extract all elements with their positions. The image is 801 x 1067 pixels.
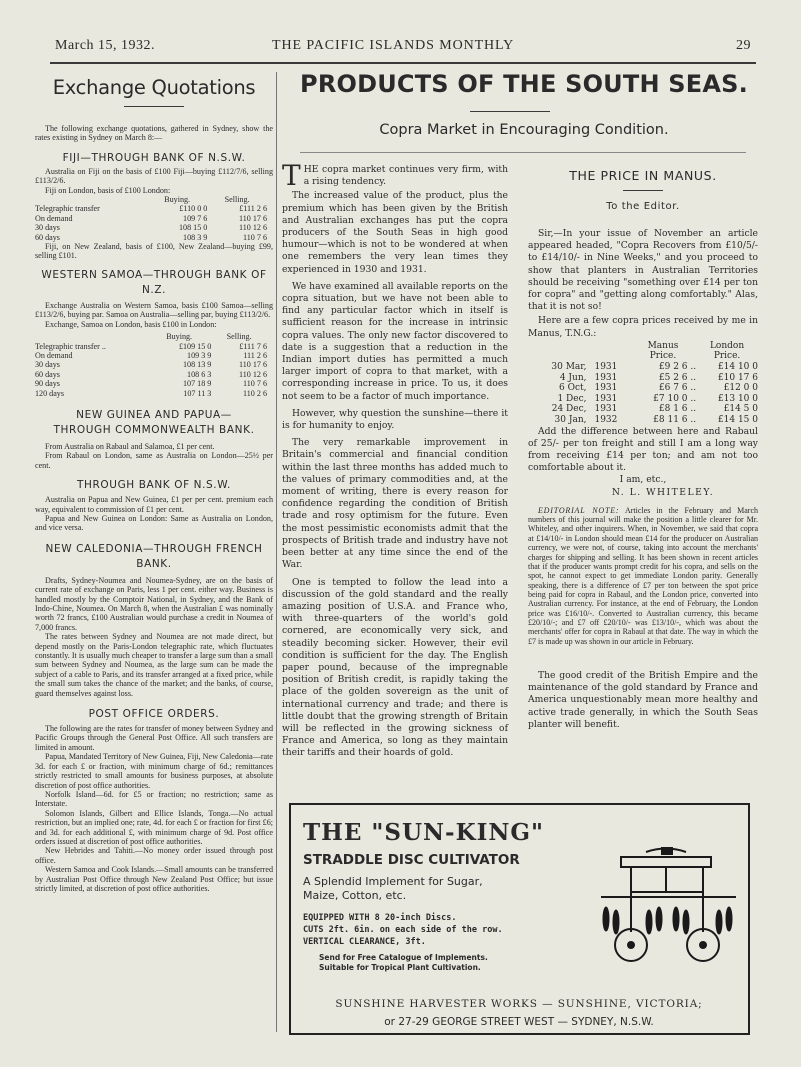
samoa-rates-table: Buying. Selling. Telegraphic transfer .. £109 15 0 £111 7 6 On demand 109 3 9 111 2 6 30 days 108 13 9 110 17 6 60 days 108 6 3 110 12 6 90 days 107 18 9 110 7 6 120 days 107 11 3 110 2 6: [35, 332, 267, 398]
editorial-note-label: EDITORIAL NOTE:: [538, 505, 620, 515]
exchange-intro: The following exchange quotations, gathered in Sydney, show the rates existing in Sydney on March 8:—: [35, 124, 273, 143]
ad-spec-2: CUTS 2ft. 6in. on each side of the row.: [303, 925, 503, 935]
newguinea-heading: NEW GUINEA AND PAPUA—THROUGH COMMONWEALTH BANK.: [53, 408, 255, 436]
letter-para-3: Add the difference between here and Rabaul of 25/- per ton freight and still I am a long way from receiving £14 per ton; and am not too comfortable about it.: [528, 425, 758, 474]
main-title-rule: [470, 111, 550, 112]
article-para-6: One is tempted to follow the lead into a discussion of the gold standard and the really amazing position of U.S.A. and France who, with three-quarters of the world's gold cornered, are economically very sick, and steadily becoming sicker. However, their evil condition is sufficient for the day. The English paper pound, because of the impregnable position of British credit, is rapidly taking the place of the golden sovereign as the unit of international currency and trade; and there is little doubt that the growing strength of Britain will be reflected in the growing sickness of France and America, so long as they maintain their tariffs and their hoards of gold.: [282, 576, 508, 759]
letter-signature: N. L. WHITELEY.: [611, 486, 715, 498]
samoa-heading: WESTERN SAMOA—THROUGH BANK OF N.Z.: [41, 268, 267, 296]
letter-para-2: Here are a few copra prices received by me in Manus, T.N.G.:: [528, 315, 758, 339]
col-head-selling: Selling.: [224, 195, 250, 205]
post-heading: POST OFFICE ORDERS.: [88, 708, 220, 721]
table-row: 90 days 107 18 9 110 7 6: [35, 379, 267, 389]
nsw-text-1: Australia on Papua and New Guinea, £1 per per cent. premium each way, equivalent to commission of £1 per cent.: [35, 495, 273, 514]
table-row: 30 Jan, 1932 £8 11 6 .. £14 15 0: [554, 414, 758, 425]
samoa-rates-text: Exchange Australia on Western Samoa, basis £100 Samoa—selling £113/2/6, buying par. Samoa on Australia—selling par, buying £113/2/6.: [35, 300, 273, 320]
ad-cta-2: Suitable for Tropical Plant Cultivation.: [319, 963, 481, 972]
ad-product: STRADDLE DISC CULTIVATOR: [303, 852, 520, 868]
letter-para-1: Sir,—In your issue of November an article appeared headed, "Copra Recovers from £10/5/- to £14/10/- in Nine Weeks," and you proceed to show that planters in Australian Territories should be receiving "something over £14 per ton for copra" and "getting along comfortably." Alas, that it is not so!: [528, 228, 758, 313]
ad-tagline-2: Maize, Cotton, etc.: [303, 889, 407, 902]
fiji-rates-text: Australia on Fiji on the basis of £100 Fiji—buying £112/7/6, selling £113/2/6.: [35, 166, 273, 186]
ad-brand: THE "SUN-KING": [303, 819, 545, 846]
header-rule: [50, 62, 756, 64]
newguinea-text-2: From Rabaul on London, same as Australia on London—25½ per cent.: [35, 451, 273, 470]
article-para-5: The very remarkable improvement in Britain's commercial and financial condition within the last three months has added much to the values of primary commodities and, at the moment of writing, there is every reason for confidence regarding the condition of British trade and rosy optimism for the future. Even the most pessimistic economists admit that the prospects of British trade and industry have not been better at any time since the end of the War.: [282, 437, 508, 571]
subtitle-rule: [300, 152, 746, 153]
ad-maker: SUNSHINE HARVESTER WORKS — SUNSHINE, VICTORIA;: [335, 998, 703, 1010]
post-text-6: Western Samoa and Cook Islands.—Small amounts can be transferred by Australian Post Office through New Zealand Post Office; but issue strictly limited, at discretion of post office authorities.: [35, 865, 273, 893]
fiji-rates-table: [35, 195, 267, 242]
table-row: 1 Dec, 1931 £7 10 0 .. £13 10 0: [557, 393, 758, 404]
page-number: 29: [736, 38, 751, 53]
ad-tagline-1: A Splendid Implement for Sugar,: [303, 875, 483, 888]
nsw-text-2: Papua and New Guinea on London: Same as Australia on London, and vice versa.: [35, 513, 273, 533]
table-row: 120 days 107 11 3 110 2 6: [35, 388, 267, 398]
journal-title: THE PACIFIC ISLANDS MONTHLY: [272, 38, 515, 53]
samoa-london-text: Exchange, Samoa on London, basis £100 in London:: [45, 319, 217, 329]
post-text-4: Solomon Islands, Gilbert and Ellice Islands, Tonga.—No actual restriction, but an implied one; rate, 4d. for each £ or fraction for first £6; and 3d. for each additional £, with minimum charge of 9d. Post office orders issued at discretion of post office authorities.: [35, 808, 273, 846]
main-title: PRODUCTS OF THE SOUTH SEAS.: [300, 70, 748, 98]
copra-article: [282, 159, 508, 760]
caledonia-text-2: The rates between Sydney and Noumea are not made direct, but depend mostly on the Paris-London telegraphic rate, which fluctuates constantly. It is usually much cheaper to transfer a large sum than a small sum between Sydney and Noumea, as the large sum can be made the subject of a cable to Paris, and its transfer arranged at a fixed price, while the small sum takes the chance of the market; and the banks, of course, guard themselves against loss.: [35, 632, 273, 698]
exchange-title: Exchange Quotations: [52, 76, 256, 99]
main-subtitle: Copra Market in Encouraging Condition.: [379, 122, 669, 138]
post-text-3: Norfolk Island—6d. for £5 or fraction; no restriction; same as Interstate.: [35, 789, 273, 809]
table-row: 4 Jun, 1931 £5 2 6 .. £10 17 6: [559, 372, 758, 383]
issue-date: March 15, 1932.: [55, 38, 156, 53]
table-row: 30 days 108 15 0 110 12 6: [35, 223, 267, 233]
fiji-london-text: Fiji on London, basis of £100 London:: [45, 185, 171, 195]
manus-title: THE PRICE IN MANUS.: [569, 168, 717, 183]
table-row: 30 Mar, 1931 £9 2 6 .. £14 10 0: [551, 362, 758, 373]
article-para-2: The increased value of the product, plus the premium which has been given by the British and Australian exchanges has put the copra producers of the South Seas in high good humour—which is not to be wondered at when one remembers the very lean times they experienced in 1930 and 1931.: [282, 190, 508, 275]
to-editor: To the Editor.: [606, 201, 680, 212]
ad-spec-1: EQUIPPED WITH 8 20-inch Discs.: [303, 913, 457, 923]
post-text-1: The following are the rates for transfer of money between Sydney and Pacific Groups through the General Post Office. All such transfers are limited in amount.: [35, 724, 273, 752]
newguinea-text-1: From Australia on Rabaul and Salamoa, £1 per cent.: [45, 441, 215, 451]
article-para-3: We have examined all available reports on the copra situation, but we have not been able to find any particular factor which in itself is sufficient reason for the increase in intrinsic copra values. The only new factor discovered to date is a suggestion that a reduction in the Indian import duties has permitted a much larger import of copra to that market, with a corresponding increase in price. To us, it does not seem to be a factor of much importance.: [282, 280, 508, 402]
post-text-2: Papua, Mandated Territory of New Guinea, Fiji, New Caledonia—rate 3d. for each £ or fraction, with minimum charge of 6d.; remittances strictly restricted to small amounts for business purposes, at absolute discretion of post office authorities.: [35, 752, 273, 790]
article-para-4: However, why question the sunshine—there it is for humanity to enjoy.: [282, 407, 508, 432]
manus-price-table: Manus London Price. Price. 30 Mar, 1931 £9 2 6 .. £14 10 0 4 Jun, 1931 £5 2 6 .. £10 17 6 6 Oct, 1931 £6 7 6 .. £12 0 0 1 Dec, 1931 £7 10 0 .. £13 10 0 24 Dec, 1931 £8 1 6 .. £14 5 0 30 Jan, 1932 £8 11 6 .. £14 15 0: [528, 341, 758, 426]
ad-spec-3: VERTICAL CLEARANCE, 3ft.: [303, 937, 426, 947]
sun-king-advertisement: [289, 803, 750, 1035]
table-row: On demand 109 7 6 110 17 6: [35, 213, 267, 223]
table-row: Telegraphic transfer .. £109 15 0 £111 7 6: [35, 341, 267, 351]
table-row: 6 Oct, 1931 £6 7 6 .. £12 0 0: [559, 383, 758, 394]
manus-rule: [623, 190, 663, 191]
table-row: Telegraphic transfer £110 0 0 £111 2 6: [35, 204, 267, 214]
cultivator-illustration: [591, 847, 746, 977]
table-row: 24 Dec, 1931 £8 1 6 .. £14 5 0: [551, 404, 758, 415]
letter-signoff: I am, etc.,: [619, 474, 667, 486]
table-row: 60 days 108 6 3 110 12 6: [35, 369, 267, 379]
manus-letter: [528, 168, 758, 731]
table-row: On demand 109 3 9 111 2 6: [35, 350, 267, 360]
table-row: 30 days 108 13 9 110 17 6: [35, 360, 267, 370]
ad-cta-1: Send for Free Catalogue of Implements.: [319, 953, 488, 962]
title-rule: [124, 106, 184, 107]
post-text-5: New Hebrides and Tahiti.—No money order issued through post office.: [35, 846, 273, 865]
exchange-column: [35, 70, 273, 893]
ad-address: or 27-29 GEORGE STREET WEST — SYDNEY, N.S.W.: [384, 1016, 654, 1028]
col-head-buying: Buying.: [164, 195, 191, 205]
table-row: 60 days 108 3 9 110 7 6: [35, 232, 267, 242]
col-head-manus: Manus: [647, 340, 679, 351]
fiji-nz-text: Fiji, on New Zealand, basis of £100, New Zealand—buying £99, selling £101.: [35, 242, 273, 261]
col-head-london: London: [709, 340, 745, 351]
dropcap: T: [282, 159, 301, 192]
nsw-heading: THROUGH BANK OF N.S.W.: [77, 479, 231, 492]
closing-paragraph: The good credit of the British Empire and the maintenance of the gold standard by France and America unquestionably mean more healthy and active trade generally, in which the South Seas planter will benefit.: [528, 669, 758, 730]
caledonia-text-1: Drafts, Sydney-Noumea and Noumea-Sydney, are on the basis of current rate of exchange on Paris, less 1 per cent. either way. Business is handled mostly by the Comptoir National, in Sydney, and the Bank of Indo-Chine, Noumea. On March 8, when the Australian £ was nominally worth 72 francs, £100 Australian would purchase a credit in Noumea of 7,000 francs.: [35, 575, 273, 632]
fiji-heading: FIJI—THROUGH BANK OF N.S.W.: [62, 151, 246, 164]
editorial-note: Articles in the February and March numbers of this journal will make the position a little clearer for Mr. Whiteley, and other inquirers. When, in November, we said that copra at £14/10/- in London should mean £14 for the producer on Australian currency, we were not, of course, taking into account the merchants' charges for shipping and selling. It has been shown in recent articles that if the producer wants prompt credit for his copra, and sells on the spot, he cannot expect to get immediate London parity. Generally speaking, there is a difference of £7 per ton between the spot price being paid for copra in Rabaul, and the London price, converted into Australian currency. For instance, at the end of February, the London price was £16/10/-. Converted to Australian currency, this became £20/10/-; and £7 off £20/10/- was £13/10/-, which was about the merchants' offer for copra in Rabaul at that date. The way in which the £7 is made up was shown in our article in February.: [528, 505, 758, 646]
column-divider: [276, 72, 277, 1032]
article-para-1: HE copra market continues very firm, with a rising tendency.: [303, 164, 508, 188]
caledonia-heading: NEW CALEDONIA—THROUGH FRENCH BANK.: [45, 542, 263, 570]
